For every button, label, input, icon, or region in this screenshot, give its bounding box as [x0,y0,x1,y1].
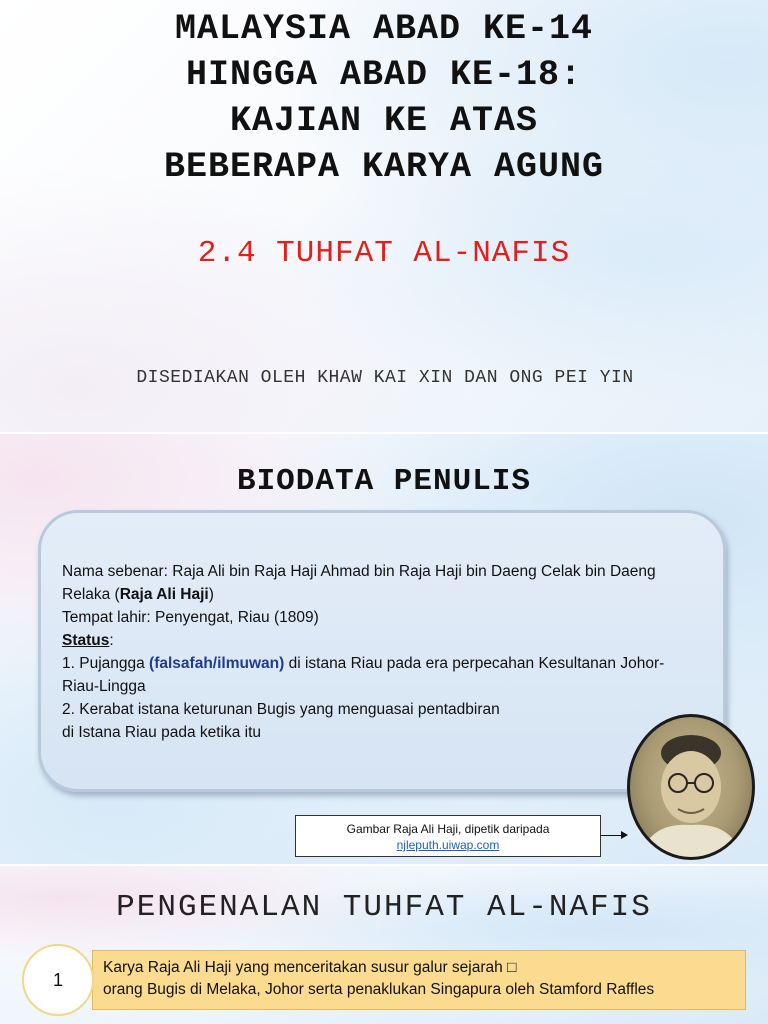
bio-name-value: Raja Ali bin Raja Haji Ahmad bin Raja Haji bin Daeng Celak bin Daeng Relaka ( [62,563,656,603]
bio-point-1-a: 1. Pujangga [62,655,150,672]
bio-point-2-a: 2. Kerabat istana keturunan Bugis yang menguasai pentadbiran [62,701,500,718]
bio-status-heading [62,629,682,652]
bio-name-bold: Raja Ali Haji [119,586,209,603]
intro-slide [0,866,768,1024]
intro-point-box [92,950,746,1010]
section-subtitle: 2.4 TUHFAT AL-NAFIS [197,236,571,271]
photo-caption [295,815,601,857]
biodata-slide [0,434,768,864]
intro-title: PENGENALAN TUHFAT AL-NAFIS [116,890,652,925]
intro-point-line-1: Karya Raja Ali Haji yang menceritakan susur galur sejarah □ [103,959,517,976]
bio-status-colon: : [109,632,114,649]
title-line-2: HINGGA ABAD KE-18: [185,55,583,95]
portrait-photo [627,714,755,860]
bio-name-close: ) [208,586,214,603]
caption-link[interactable]: njleputh.uiwap.com [396,838,500,852]
biodata-title: BIODATA PENULIS [236,464,532,499]
bio-point-1 [62,652,682,698]
prepared-by-credit: DISEDIAKAN OLEH KHAW KAI XIN DAN ONG PEI YIN [136,368,634,388]
title-line-4: BEBERAPA KARYA AGUNG [163,147,605,187]
portrait-illustration [630,717,752,857]
bio-point-2-b: di Istana Riau pada ketika itu [62,724,262,741]
intro-point-line-2: orang Bugis di Melaka, Johor serta penaklukan Singapura oleh Stamford Raffles [103,981,655,998]
bio-name-label: Nama sebenar: [62,563,173,580]
caption-arrow-line [601,835,623,836]
bio-status-label: Status [62,632,110,649]
caption-text: Gambar Raja Ali Haji, dipetik daripada [346,822,550,836]
title-slide [0,0,768,432]
bio-birthplace: Tempat lahir: Penyengat, Riau (1809) [62,609,319,626]
biodata-text [62,560,682,744]
bio-point-1-highlight: (falsafah/ilmuwan) [149,655,285,672]
point-number-badge: 1 [22,944,94,1016]
bio-name-line [62,560,682,606]
caption-arrow-head [621,831,628,839]
bio-point-1-b: di istana Riau pada era perpecahan Kesultanan Johor-Riau-Lingga [62,655,665,695]
title-line-3: KAJIAN KE ATAS [229,101,539,141]
title-line-1: MALAYSIA ABAD KE-14 [174,9,594,49]
